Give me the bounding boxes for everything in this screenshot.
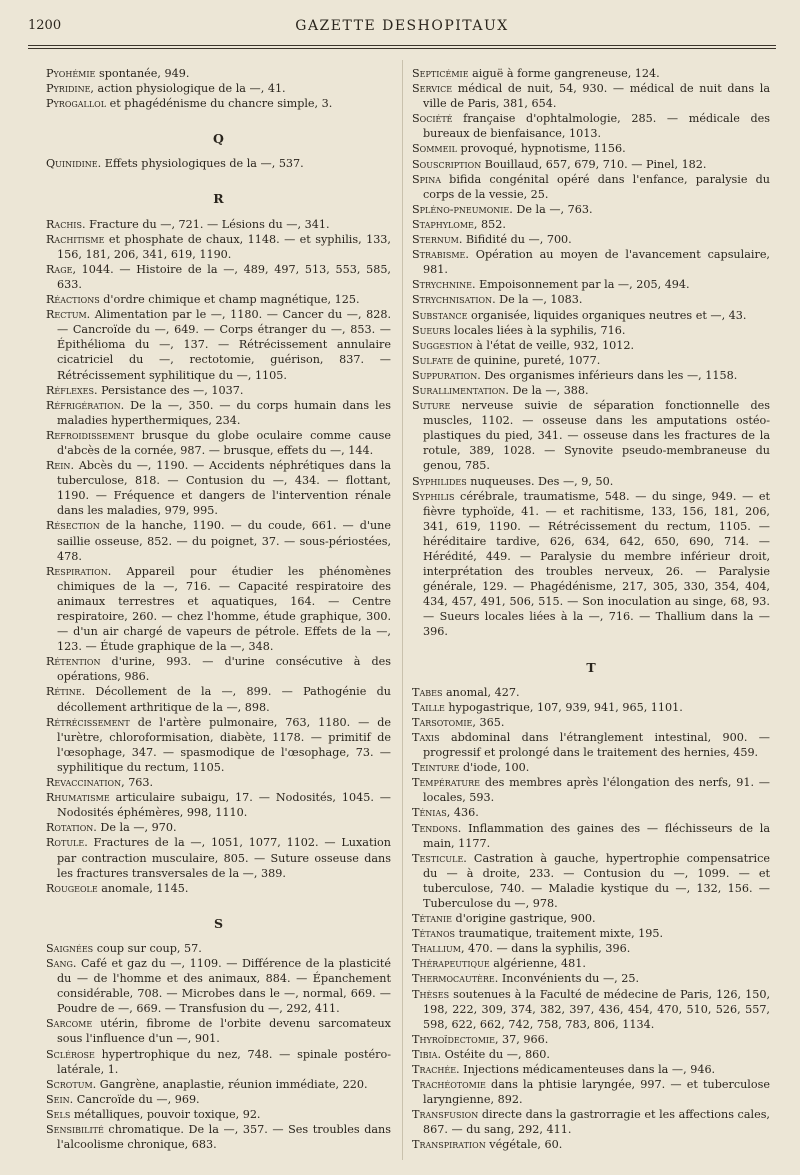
index-references: Bouillaud, 657, 679, 710. — Pinel, 182. <box>481 157 707 171</box>
index-references: , 470. — dans la syphilis, 396. <box>460 942 631 956</box>
index-references: métalliques, pouvoir toxique, 92. <box>70 1107 261 1121</box>
index-term: Rachis <box>46 217 82 231</box>
index-entry <box>412 383 770 398</box>
index-term: Surallimentation <box>412 383 506 397</box>
index-references: . Ostéite du —, 860. <box>437 1047 550 1061</box>
index-entry <box>46 428 391 458</box>
index-entry <box>412 1077 770 1107</box>
index-term: Rétine <box>46 685 82 699</box>
index-entry <box>412 172 770 202</box>
index-term: Sclérose <box>46 1047 95 1061</box>
index-entry <box>412 851 770 911</box>
index-references: directe dans la gastrorragie et les affections cales, 867. — du sang, 292, 411. <box>423 1108 770 1137</box>
index-term: Résection <box>46 519 100 533</box>
index-entry <box>412 760 770 775</box>
index-references: . Décollement de la —, 899. — Pathogénie du décollement arthritique de la —, 898. <box>57 685 391 714</box>
index-term: Suppuration <box>412 368 478 382</box>
index-term: Strychnisation <box>412 293 493 307</box>
index-entry <box>412 685 770 700</box>
index-term: Sulfate <box>412 353 454 367</box>
index-entry <box>46 1077 391 1092</box>
index-entry <box>46 881 391 896</box>
index-references: et phosphate de chaux, 1148. — et syphilis, 133, 156, 181, 206, 341, 619, 1190. <box>57 232 391 261</box>
index-references: française d'ophtalmologie, 285. — médicale des bureaux de bienfaisance, 1013. <box>423 112 770 141</box>
index-references: végétale, 60. <box>485 1138 563 1152</box>
index-references: hypogastrique, 107, 939, 941, 965, 1101. <box>444 700 683 714</box>
index-references: , 436. <box>446 806 479 820</box>
index-term: Septicémie <box>412 67 469 80</box>
index-references: articulaire subaigu, 17. — Nodosités, 1045. — Nodosités éphémères, 998, 1110. <box>57 791 391 820</box>
index-term: Staphylome <box>412 217 474 231</box>
index-term: Spléno-pneumonie <box>412 202 510 216</box>
index-term: Sels <box>46 1107 71 1121</box>
index-term: Tétanie <box>412 912 452 926</box>
index-entry <box>412 308 770 323</box>
index-term: Transpiration <box>412 1138 486 1152</box>
index-references: d'ordre chimique et champ magnétique, 125. <box>99 293 360 307</box>
index-entry <box>412 292 770 307</box>
index-term: Tétanos <box>412 927 456 941</box>
index-references: d'origine gastrique, 900. <box>451 912 596 926</box>
index-references: , 37, 966. <box>494 1032 549 1046</box>
section-s <box>46 941 391 1152</box>
index-entry <box>46 292 391 307</box>
index-references: , 365. <box>472 715 505 729</box>
index-term: Transfusion <box>412 1108 479 1122</box>
index-entry <box>412 805 770 820</box>
index-entry <box>46 715 391 775</box>
index-entry <box>412 66 770 81</box>
index-entry <box>46 1047 391 1077</box>
index-references: . De la —, 1083. <box>492 293 583 307</box>
index-entry <box>412 821 770 851</box>
index-references: . Effets physiologiques de la —, 537. <box>97 157 304 171</box>
index-term: Quinidine <box>46 157 98 171</box>
index-entry <box>46 790 391 820</box>
index-entry <box>412 217 770 232</box>
index-entry <box>46 1092 391 1107</box>
letter-heading-r: R <box>213 191 224 207</box>
index-term: Respiration <box>46 564 108 578</box>
index-term: Tarsotomie <box>412 715 473 729</box>
index-entry <box>412 715 770 730</box>
index-entry <box>46 564 391 655</box>
section-r <box>46 217 391 896</box>
index-term: Revaccination <box>46 776 122 790</box>
index-term: Tibia <box>412 1047 438 1061</box>
index-term: Sang <box>46 956 73 970</box>
header-rule-bottom <box>28 48 776 49</box>
index-references: . Inconvénients du —, 25. <box>494 972 640 986</box>
right-column <box>412 66 770 1153</box>
index-entry <box>412 353 770 368</box>
index-entry <box>412 232 770 247</box>
index-term: Réflexes <box>46 383 94 397</box>
index-references: médical de nuit, 54, 930. — médical de nuit dans la ville de Paris, 381, 654. <box>423 82 770 111</box>
index-references: , 852. <box>473 217 506 231</box>
section-s-continued <box>412 66 770 640</box>
index-references: . Injections médicamenteuses dans la —, 946. <box>456 1063 716 1076</box>
index-term: Sommeil <box>412 142 457 156</box>
index-entry <box>412 323 770 338</box>
index-entry <box>412 81 770 111</box>
letter-heading-t: T <box>586 659 596 675</box>
index-references: utérin, fibrome de l'orbite devenu sarcomateux sous l'influence d'un —, 901. <box>57 1017 391 1046</box>
index-term: Scrotum <box>46 1077 93 1091</box>
index-entry <box>412 987 770 1032</box>
index-references: traumatique, traitement mixte, 195. <box>455 927 664 941</box>
index-references: . Castration à gauche, hypertrophie compensatrice du — à droite, 233. — Contusion du —, 1099. — et tuberculose, 740. — Maladie kystique du —, 132, 156. — Tuberculose du —, 978. <box>423 851 770 910</box>
left-column <box>46 66 391 1152</box>
index-entry <box>46 956 391 1016</box>
index-references: hypertrophique du nez, 748. — spinale postéro-latérale, 1. <box>57 1047 391 1076</box>
index-references: . Inflammation des gaines des — fléchisseurs de la main, 1177. <box>423 821 770 850</box>
index-term: Ténias <box>412 806 447 820</box>
index-entry <box>46 941 391 956</box>
index-entry <box>46 835 391 880</box>
index-entry <box>412 277 770 292</box>
index-entry <box>46 684 391 714</box>
index-references: organisée, liquides organiques neutres et —, 43. <box>467 308 747 322</box>
index-references: algérienne, 481. <box>489 957 586 971</box>
index-term: Rougeole <box>46 881 98 895</box>
index-references: . Persistance des —, 1037. <box>93 383 244 397</box>
section-t <box>412 685 770 1153</box>
index-term: Rectum <box>46 308 87 322</box>
index-references: soutenues à la Faculté de médecine de Paris, 126, 150, 198, 222, 309, 374, 382, 397, 436, 454, 470, 510, 526, 557, 598, 622, 662, 742, 758, 783, 806, 1134. <box>423 987 770 1031</box>
index-entry <box>46 217 391 232</box>
index-term: Suggestion <box>412 338 473 352</box>
index-term: Taxis <box>412 730 440 744</box>
index-term: Thallium <box>412 942 461 956</box>
index-references: et phagédénisme du chancre simple, 3. <box>106 97 333 111</box>
index-entry <box>46 775 391 790</box>
index-entry <box>46 518 391 563</box>
index-entry <box>412 474 770 489</box>
index-entry <box>46 458 391 518</box>
index-entry <box>412 1032 770 1047</box>
section-p-continued <box>46 66 391 111</box>
index-term: Thérapeutique <box>412 957 490 971</box>
index-references: aiguë à forme gangreneuse, 124. <box>468 67 660 80</box>
index-entry <box>46 66 391 81</box>
index-references: spontanée, 949. <box>95 67 190 80</box>
index-references: d'urine, 993. — d'urine consécutive à des opérations, 986. <box>57 655 391 684</box>
index-term: Pyohémie <box>46 67 96 80</box>
index-entry <box>46 1016 391 1046</box>
index-references: . Bifidité du —, 700. <box>458 233 572 247</box>
index-entry <box>412 911 770 926</box>
index-entry <box>412 489 770 640</box>
index-term: Souscription <box>412 157 482 171</box>
index-term: Strabisme <box>412 248 466 262</box>
index-entry <box>46 398 391 428</box>
index-term: Thèses <box>412 987 450 1001</box>
index-references: nuqueuses. Des —, 9, 50. <box>466 474 614 488</box>
page-header <box>28 18 776 42</box>
index-entry <box>412 700 770 715</box>
index-references: . De la —, 970. <box>93 821 177 835</box>
section-q <box>46 156 391 171</box>
index-entry <box>412 941 770 956</box>
index-references: . Fracture du —, 721. — Lésions du —, 341. <box>81 217 330 231</box>
index-references: , 1044. — Histoire de la —, 489, 497, 513, 553, 585, 633. <box>57 262 391 291</box>
index-references: . Café et gaz du —, 1109. — Différence de la plasticité du — de l'homme et des animaux, 884. — Épanchement considérable, 708. — Microbes dans le —, normal, 669. — Poudre de —, 669. — Transfusion du —, 292, 411. <box>57 956 391 1016</box>
index-references: brusque du globe oculaire comme cause d'abcès de la cornée, 987. — brusque, effets du —, 144. <box>57 428 391 457</box>
index-term: Sein <box>46 1092 70 1106</box>
index-entry <box>412 1107 770 1137</box>
index-entry <box>412 775 770 805</box>
index-term: Teinture <box>412 761 460 775</box>
journal-title: GAZETTE DESHOPITAUX <box>295 18 509 34</box>
index-term: Température <box>412 776 481 790</box>
header-rule-top <box>28 45 776 46</box>
index-entry <box>412 368 770 383</box>
index-term: Syphilis <box>412 489 455 503</box>
index-term: Suture <box>412 399 451 413</box>
index-entry <box>46 81 391 96</box>
index-references: abdominal dans l'étranglement intestinal, 900. — progressif et prolongé dans le traitement des hernies, 459. <box>423 730 770 760</box>
index-references: provoqué, hypnotisme, 1156. <box>456 142 626 156</box>
index-term: Rétention <box>46 655 101 669</box>
index-entry <box>412 730 770 760</box>
index-term: Trachéotomie <box>412 1078 486 1092</box>
index-references: . Appareil pour étudier les phénomènes chimiques de la —, 716. — Capacité respiratoire des animaux terrestres et aquatiques, 164. — Centre respiratoire, 260. — chez l'homme, étude graphique, 300. — d'un air chargé de vapeurs de pétrole. Effets de la —, 123. — Étude graphique de la —, 348. <box>57 564 391 654</box>
index-term: Rachitisme <box>46 232 105 246</box>
index-references: des membres après l'élongation des nerfs, 91. — locales, 593. <box>423 776 770 805</box>
index-references: . Empoisonnement par la —, 205, 494. <box>472 278 690 292</box>
index-term: Sarcome <box>46 1017 93 1031</box>
index-entry <box>412 111 770 141</box>
index-entry <box>412 141 770 156</box>
index-entry <box>412 398 770 473</box>
letter-heading-s: S <box>213 915 224 931</box>
index-term: Société <box>412 112 453 126</box>
index-references: . Fractures de la —, 1051, 1077, 1102. — Luxation par contraction musculaire, 805. — Suture osseuse dans les fractures transversales de la —, 389. <box>57 836 391 880</box>
page-number: 1200 <box>28 18 62 33</box>
index-term: Réactions <box>46 293 100 307</box>
index-term: Sensibilité <box>46 1123 104 1136</box>
index-term: Rétrécissement <box>46 715 130 729</box>
index-term: Refroidissement <box>46 428 135 442</box>
index-entry <box>412 971 770 986</box>
index-references: dans la phtisie laryngée, 997. — et tuberculose laryngienne, 892. <box>423 1078 770 1107</box>
index-term: Thermocautère <box>412 972 495 986</box>
index-references: . Gangrène, anaplastie, réunion immédiate, 220. <box>92 1077 368 1091</box>
index-references: de quinine, pureté, 1077. <box>453 353 601 367</box>
index-references: chromatique. De la —, 357. — Ses troubles dans l'alcoolisme chronique, 683. <box>57 1123 391 1152</box>
index-term: Strychnine <box>412 278 473 292</box>
index-term: Tabes <box>412 685 443 699</box>
letter-heading-q: Q <box>213 131 224 147</box>
index-entry <box>412 247 770 277</box>
index-references: coup sur coup, 57. <box>93 941 202 955</box>
index-references: de l'artère pulmonaire, 763, 1180. — de l'urètre, chloroformisation, diabète, 1178. — primitif de l'œsophage, 347. — spasmodique de l'œsophage, 73. — syphilitique du rectum, 1105. <box>57 715 391 774</box>
index-references: anomale, 1145. <box>97 881 189 895</box>
index-references: . De la —, 763. <box>509 202 593 216</box>
index-entry <box>46 1107 391 1122</box>
index-term: Rage <box>46 262 73 276</box>
index-entry <box>46 262 391 292</box>
index-term: Rhumatisme <box>46 791 110 805</box>
index-term: Sternum <box>412 233 459 247</box>
index-entry <box>46 820 391 835</box>
index-references: à l'état de veille, 932, 1012. <box>472 338 635 352</box>
index-references: . Des organismes inférieurs dans les —, 1158. <box>477 368 738 382</box>
index-entry <box>412 202 770 217</box>
index-entry <box>46 1122 391 1152</box>
index-entry <box>412 157 770 172</box>
index-references: . De la —, 388. <box>505 383 589 397</box>
index-references: , 763. <box>121 776 154 790</box>
index-references: nerveuse suivie de séparation fonctionnelle des muscles, 1102. — osseuse dans les amputations ostéo-plastiques du pied, 341. — osseuse dans les fractures de la rotule, 389, 1028. — Synovite pseudo-membraneuse du genou, 785. <box>423 399 770 473</box>
index-term: Rein <box>46 459 71 473</box>
index-entry <box>46 654 391 684</box>
index-entry <box>412 338 770 353</box>
index-term: Tendons <box>412 821 458 835</box>
column-divider <box>402 60 403 1160</box>
index-entry <box>46 232 391 262</box>
index-term: Thyroïdectomie <box>412 1032 495 1046</box>
index-references: . Alimentation par le —, 1180. — Cancer du —, 828. — Cancroïde du —, 649. — Corps étranger du —, 853. — Épithélioma du —, 137. — Rétrécissement annulaire cicatriciel du —, rectotomie, guérison, 837. — Rétrécissement syphilitique du —, 1105. <box>57 308 391 382</box>
index-entry <box>412 1047 770 1062</box>
index-term: Syphilides <box>412 474 467 488</box>
index-references: . Opération au moyen de l'avancement capsulaire, 981. <box>423 248 770 277</box>
index-references: anomal, 427. <box>442 685 520 699</box>
index-term: Testicule <box>412 851 464 865</box>
index-term: Taille <box>412 700 445 714</box>
index-entry <box>412 926 770 941</box>
index-entry <box>46 307 391 382</box>
index-term: Pyridine <box>46 82 91 96</box>
index-term: Rotule <box>46 836 85 850</box>
index-entry <box>412 956 770 971</box>
index-references: . Cancroïde du —, 969. <box>69 1092 200 1106</box>
index-references: de la hanche, 1190. — du coude, 661. — d'une saillie osseuse, 852. — du poignet, 37. — sous-périostées, 478. <box>57 519 391 563</box>
index-entry <box>412 1137 770 1152</box>
index-references: cérébrale, traumatisme, 548. — du singe, 949. — et fièvre typhoïde, 41. — et rachitisme, 133, 156, 181, 206, 341, 619, 1190. — Rétrécissement du rectum, 1105. — héréditaire tardive, 626, 634, 642, 650, 690, 714. — Hérédité, 449. — Paralysie du membre inférieur droit, interprétation des troubles nerveux, 26. — Paralysie générale, 129. — Phagédénisme, 217, 305, 330, 354, 404, 434, 457, 491, 506, 515. — Son inoculation au singe, 68, 93. — Sueurs locales liées à la —, 716. — Thallium dans la — 396. <box>423 489 770 639</box>
index-term: Sueurs <box>412 323 451 337</box>
index-references: . De la —, 350. — du corps humain dans les maladies hyperthermiques, 234. <box>57 398 391 427</box>
index-references: . Abcès du —, 1190. — Accidents néphrétiques dans la tuberculose, 818. — Contusion du —, 434. — flottant, 1190. — Fréquence et dangers de l'intervention rénale dans les maladies, 979, 995. <box>57 459 391 518</box>
index-term: Trachée <box>412 1063 457 1076</box>
index-references: , action physiologique de la —, 41. <box>90 82 286 96</box>
index-term: Réfrigération <box>46 398 121 412</box>
index-references: d'iode, 100. <box>459 761 530 775</box>
index-references: bifida congénital opéré dans l'enfance, paralysie du corps de la vessie, 25. <box>423 172 770 201</box>
index-term: Rotation <box>46 821 94 835</box>
index-term: Spina <box>412 172 441 186</box>
index-entry <box>46 383 391 398</box>
index-references: locales liées à la syphilis, 716. <box>450 323 626 337</box>
index-term: Substance <box>412 308 468 322</box>
index-term: Pyrogallol <box>46 97 107 111</box>
index-term: Service <box>412 82 453 96</box>
index-entry <box>46 96 391 111</box>
index-entry <box>412 1062 770 1077</box>
index-term: Saignées <box>46 941 94 955</box>
index-entry <box>46 156 391 171</box>
